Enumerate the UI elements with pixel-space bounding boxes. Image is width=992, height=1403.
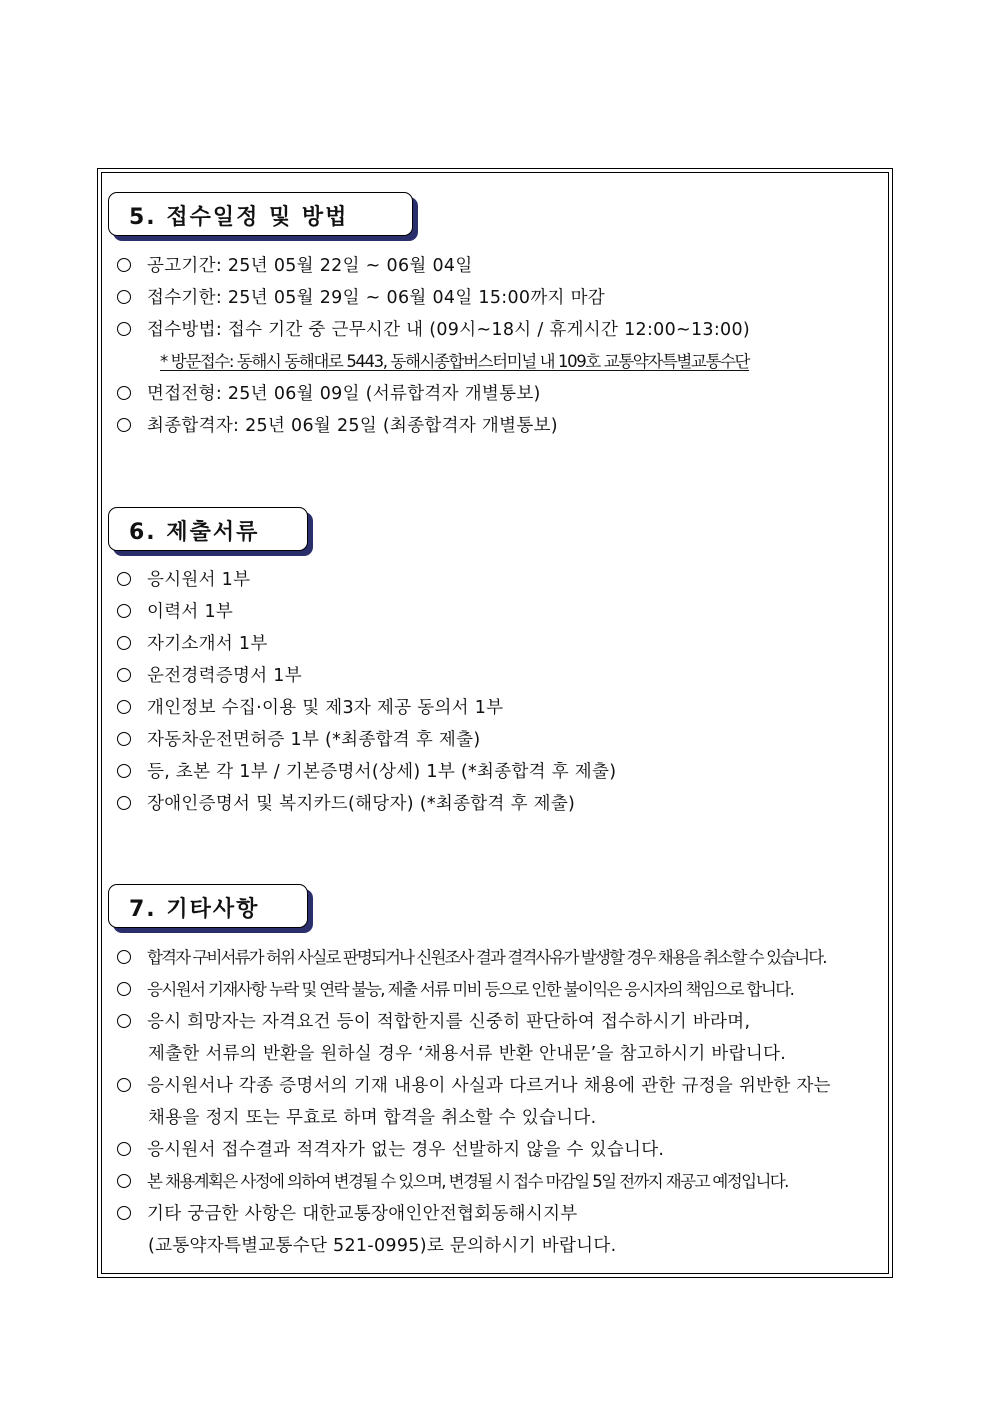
list-item: 최종합격자: 25년 06월 25일 (최종합격자 개별통보) (117, 414, 558, 438)
circle-bullet-icon (117, 636, 131, 650)
list-item: 접수기한: 25년 05월 29일 ~ 06월 04일 15:00까지 마감 (117, 286, 605, 310)
circle-bullet-icon (117, 322, 131, 336)
circle-bullet-icon (117, 1014, 131, 1028)
circle-bullet-icon (117, 604, 131, 618)
list-item: 응시원서 기재사항 누락 및 연락 불능, 제출 서류 미비 등으로 인한 불이익은 응시자의 책임으로 합니다. (117, 978, 793, 1002)
circle-bullet-icon (117, 290, 131, 304)
list-item: 등, 초본 각 1부 / 기본증명서(상세) 1부 (*최종합격 후 제출) (117, 760, 616, 784)
list-item: 개인정보 수집·이용 및 제3자 제공 동의서 1부 (117, 696, 503, 720)
circle-bullet-icon (117, 1078, 131, 1092)
list-item: 기타 궁금한 사항은 대한교통장애인안전협회동해시지부 (117, 1202, 578, 1226)
list-item: 자기소개서 1부 (117, 632, 268, 656)
circle-bullet-icon (117, 1174, 131, 1188)
list-item: 면접전형: 25년 06월 09일 (서류합격자 개별통보) (117, 382, 541, 406)
list-item: 공고기간: 25년 05월 22일 ~ 06월 04일 (117, 254, 473, 278)
circle-bullet-icon (117, 732, 131, 746)
section-7-heading (108, 884, 308, 928)
list-item: 자동차운전면허증 1부 (*최종합격 후 제출) (117, 728, 480, 752)
list-item-continuation: 제출한 서류의 반환을 원하실 경우 ‘채용서류 반환 안내문’을 참고하시기 바랍니다. (148, 1044, 787, 1064)
circle-bullet-icon (117, 796, 131, 810)
list-item: 운전경력증명서 1부 (117, 664, 302, 688)
list-item: 응시원서나 각종 증명서의 기재 내용이 사실과 다르거나 채용에 관한 규정을 위반한 자는 (117, 1074, 831, 1098)
list-item: 본 채용계획은 사정에 의하여 변경될 수 있으며, 변경될 시 접수 마감일 5일 전까지 재공고 예정입니다. (117, 1170, 788, 1194)
circle-bullet-icon (117, 668, 131, 682)
section-5-title: 5. 접수일정 및 방법 (129, 205, 349, 230)
list-item: 이력서 1부 (117, 600, 233, 624)
section-5-heading (108, 192, 413, 236)
list-item: 합격자 구비서류가 허위 사실로 판명되거나 신원조사 결과 결격사유가 발생할 경우 채용을 취소할 수 있습니다. (117, 946, 826, 970)
section-7-title: 7. 기타사항 (129, 897, 260, 922)
list-item-continuation: (교통약자특별교통수단 521-0995)로 문의하시기 바랍니다. (148, 1236, 617, 1256)
circle-bullet-icon (117, 700, 131, 714)
circle-bullet-icon (117, 982, 131, 996)
visit-note: * 방문접수: 동해시 동해대로 5443, 동해시종합버스터미널 내 109호 교통약자특별교통수단 (160, 352, 750, 371)
circle-bullet-icon (117, 1142, 131, 1156)
list-item-continuation: 채용을 정지 또는 무효로 하며 합격을 취소할 수 있습니다. (148, 1108, 597, 1128)
list-item: 응시원서 접수결과 적격자가 없는 경우 선발하지 않을 수 있습니다. (117, 1138, 664, 1162)
circle-bullet-icon (117, 418, 131, 432)
circle-bullet-icon (117, 386, 131, 400)
circle-bullet-icon (117, 764, 131, 778)
circle-bullet-icon (117, 1206, 131, 1220)
list-item: 응시 희망자는 자격요건 등이 적합한지를 신중히 판단하여 접수하시기 바라며, (117, 1010, 750, 1034)
section-6-heading (108, 507, 308, 551)
list-item: 접수방법: 접수 기간 중 근무시간 내 (09시~18시 / 휴게시간 12:00~13:00) (117, 318, 750, 342)
list-item: 장애인증명서 및 복지카드(해당자) (*최종합격 후 제출) (117, 792, 575, 816)
circle-bullet-icon (117, 572, 131, 586)
section-6-title: 6. 제출서류 (129, 520, 260, 545)
list-item: 응시원서 1부 (117, 568, 250, 592)
circle-bullet-icon (117, 258, 131, 272)
circle-bullet-icon (117, 950, 131, 964)
